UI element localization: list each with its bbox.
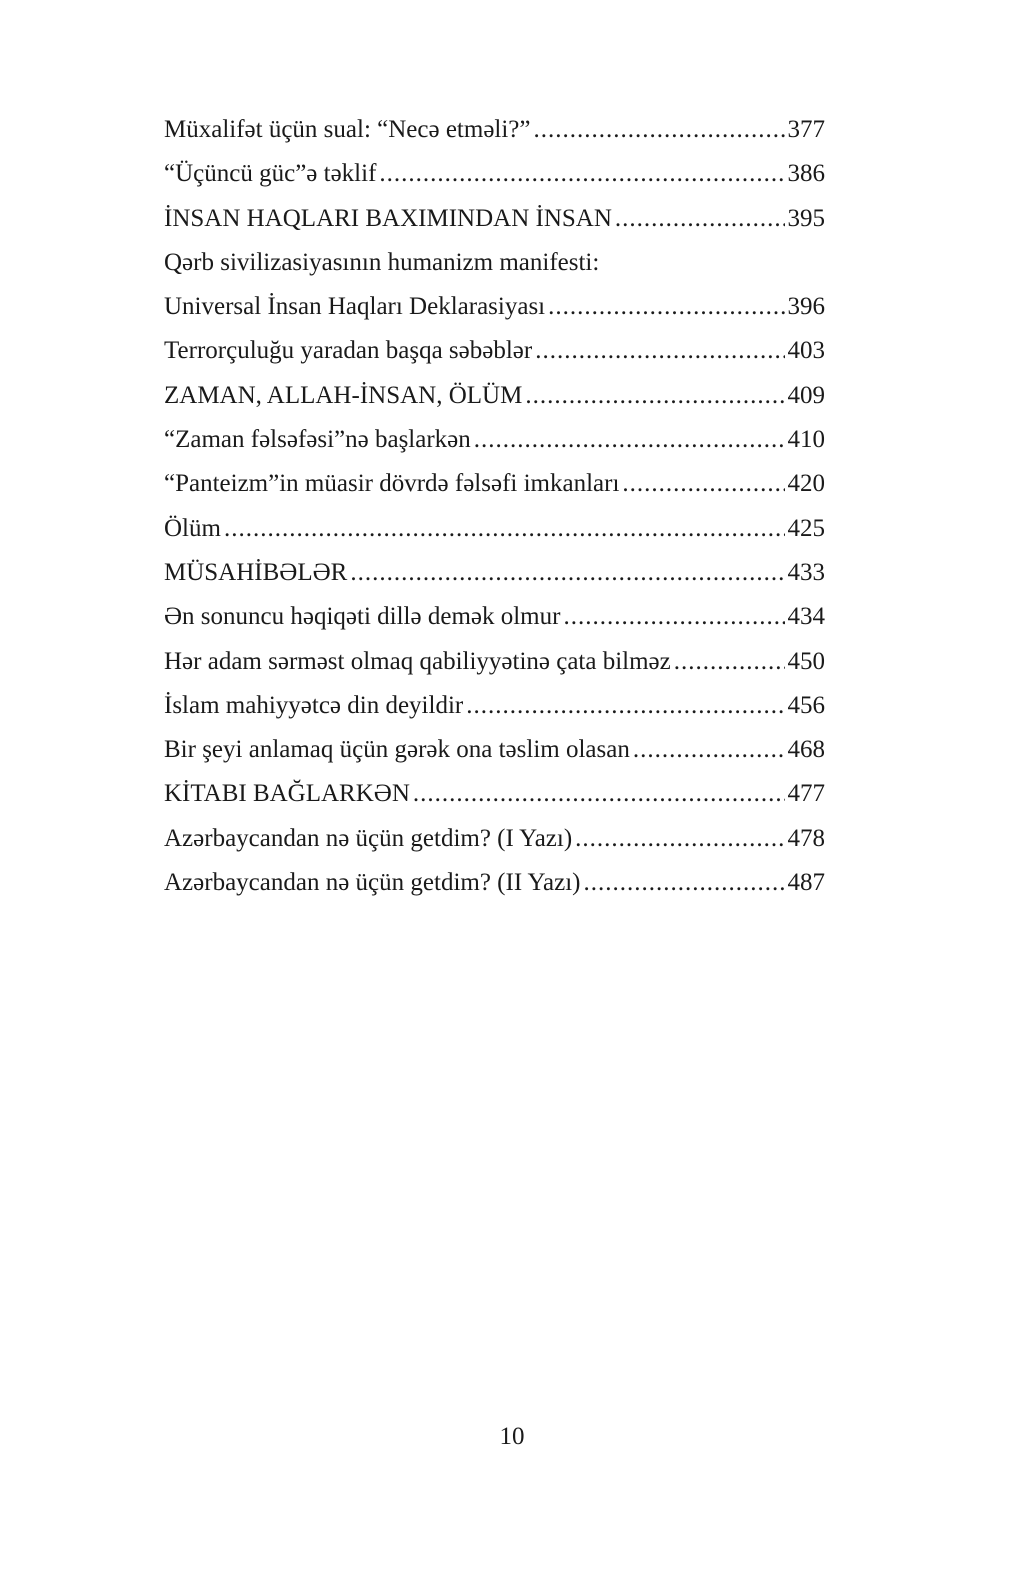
toc-entry bbox=[164, 595, 825, 639]
toc-entry-title: Universal İnsan Haqları Deklarasiyası bbox=[164, 293, 546, 321]
toc-entry-title: Terrorçuluğu yaradan başqa səbəblər bbox=[164, 337, 533, 365]
toc-entry-title: “Üçüncü güc”ə təklif bbox=[164, 160, 377, 188]
toc-dot-leader bbox=[534, 108, 785, 152]
toc-dot-leader bbox=[466, 684, 784, 728]
toc-entry bbox=[164, 329, 825, 373]
toc-entry bbox=[164, 462, 825, 506]
toc-entry-page: 410 bbox=[787, 426, 825, 454]
toc-dot-leader bbox=[584, 861, 785, 905]
toc-dot-leader bbox=[525, 374, 784, 418]
toc-dot-leader bbox=[350, 551, 784, 595]
toc-entry-page: 409 bbox=[787, 381, 825, 409]
toc-entry-title: Bir şeyi anlamaq üçün gərək ona təslim olasan bbox=[164, 736, 630, 764]
toc-entry bbox=[164, 507, 825, 551]
toc-dot-leader bbox=[548, 285, 784, 329]
toc-dot-leader bbox=[379, 152, 784, 196]
toc-section-heading bbox=[164, 374, 825, 418]
toc-dot-leader bbox=[224, 507, 785, 551]
toc-section-heading bbox=[164, 197, 825, 241]
toc-entry-page: 403 bbox=[787, 337, 825, 365]
toc-dot-leader bbox=[674, 640, 785, 684]
toc-entry-page: 456 bbox=[787, 691, 825, 719]
toc-entry-title: İslam mahiyyətcə din deyildir bbox=[164, 691, 464, 719]
toc-entry bbox=[164, 152, 825, 196]
table-of-contents bbox=[164, 108, 825, 905]
toc-dot-leader bbox=[474, 418, 785, 462]
toc-entry-page: 377 bbox=[787, 116, 825, 143]
toc-entry-page: 450 bbox=[787, 647, 825, 675]
toc-dot-leader bbox=[622, 462, 784, 506]
toc-dot-leader bbox=[575, 817, 784, 861]
toc-entry-page: 434 bbox=[787, 603, 825, 631]
toc-entry-page: 477 bbox=[787, 780, 825, 808]
toc-entry-title: ZAMAN, ALLAH-İNSAN, ÖLÜM bbox=[164, 381, 523, 409]
toc-entry bbox=[164, 418, 825, 462]
toc-entry bbox=[164, 817, 825, 861]
toc-entry bbox=[164, 684, 825, 728]
toc-entry-first-line bbox=[164, 241, 825, 285]
toc-entry-title: Müxalifət üçün sual: “Necə etməli?” bbox=[164, 116, 531, 143]
toc-entry bbox=[164, 640, 825, 684]
toc-dot-leader bbox=[563, 595, 784, 639]
toc-entry-title: “Zaman fəlsəfəsi”nə başlarkən bbox=[164, 426, 471, 454]
toc-entry-title: MÜSAHİBƏLƏR bbox=[164, 558, 348, 586]
toc-entry-title: Ən sonuncu həqiqəti dillə demək olmur bbox=[164, 603, 561, 631]
toc-entry bbox=[164, 861, 825, 905]
toc-entry bbox=[164, 108, 825, 152]
toc-entry-page: 396 bbox=[787, 293, 825, 321]
toc-entry-title: Azərbaycandan nə üçün getdim? (I Yazı) bbox=[164, 824, 573, 852]
toc-section-heading bbox=[164, 772, 825, 816]
toc-entry-title: Ölüm bbox=[164, 514, 221, 542]
toc-entry-page: 425 bbox=[787, 514, 825, 542]
toc-entry-title: Azərbaycandan nə üçün getdim? (II Yazı) bbox=[164, 869, 581, 897]
toc-entry-page: 487 bbox=[787, 869, 825, 897]
toc-dot-leader bbox=[633, 728, 785, 772]
toc-entry-page: 433 bbox=[787, 558, 825, 586]
toc-dot-leader bbox=[413, 772, 785, 816]
page-number: 10 bbox=[499, 1423, 525, 1450]
toc-entry-page: 468 bbox=[787, 736, 825, 764]
toc-entry-page: 478 bbox=[787, 824, 825, 852]
toc-entry-title: Hər adam sərməst olmaq qabiliyyətinə çata bilməz bbox=[164, 647, 671, 675]
toc-entry-title: İNSAN HAQLARI BAXIMINDAN İNSAN bbox=[164, 204, 612, 232]
toc-section-heading bbox=[164, 551, 825, 595]
toc-entry-page: 420 bbox=[787, 470, 825, 498]
toc-dot-leader bbox=[535, 329, 784, 373]
toc-entry bbox=[164, 285, 825, 329]
toc-dot-leader bbox=[615, 197, 785, 241]
toc-entry-title: KİTABI BAĞLARKƏN bbox=[164, 780, 410, 808]
toc-entry-page: 386 bbox=[787, 160, 825, 188]
toc-entry-title: “Panteizm”in müasir dövrdə fəlsəfi imkanları bbox=[164, 470, 620, 498]
toc-entry bbox=[164, 728, 825, 772]
toc-entry-title: Qərb sivilizasiyasının humanizm manifesti: bbox=[164, 248, 600, 276]
toc-entry-page: 395 bbox=[787, 204, 825, 232]
